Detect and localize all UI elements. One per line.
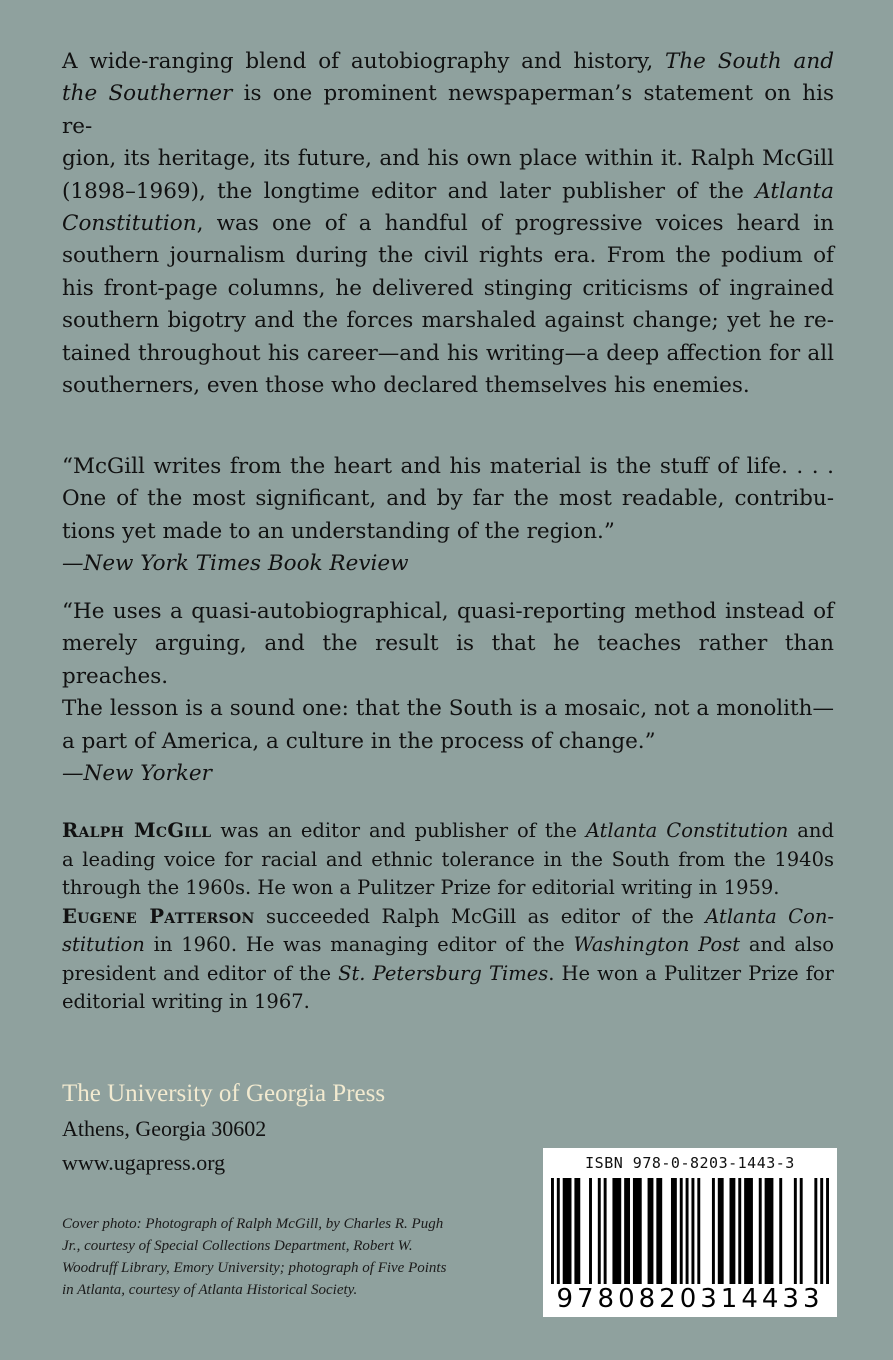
- review-quote-new-yorker: [62, 596, 834, 790]
- blurb-text: A wide-ranging blend of autobiography and history,: [62, 49, 665, 74]
- publisher-address: [62, 1112, 266, 1180]
- newspaper-name: St. Petersburg Times: [338, 961, 549, 985]
- barcode-bar: [551, 1178, 554, 1288]
- publisher-city: Athens, Georgia 30602: [62, 1116, 267, 1141]
- barcode-bar: [574, 1178, 580, 1288]
- isbn-label: ISBN 978-0-8203-1443-3: [585, 1154, 795, 1172]
- book-title-part1: The South and: [665, 49, 834, 74]
- blurb-line-7: his front-page columns, he delivered stinging criticisms of ingrained: [62, 275, 834, 301]
- credit-line: Woodruff Library, Emory University; photograph of Five Points: [62, 1260, 447, 1276]
- barcode-bar: [800, 1178, 803, 1288]
- newspaper-name-part1: Atlanta: [755, 178, 834, 204]
- newspaper-name: Atlanta Con-: [705, 904, 834, 928]
- barcode-bar: [697, 1178, 700, 1288]
- bio-text: in 1960. He was managing editor of the: [144, 933, 574, 956]
- barcode-bar: [826, 1178, 829, 1288]
- barcode-bar: [712, 1178, 715, 1288]
- newspaper-name-part2: Constitution: [62, 211, 197, 237]
- review2-line-2: merely arguing, and the result is that he teaches rather than preaches.: [62, 631, 834, 689]
- credit-line: in Atlanta, courtesy of Atlanta Historical Society.: [62, 1282, 358, 1298]
- ean-digits: 9780820314433: [543, 1284, 837, 1314]
- author-name-patterson: Eugene Patterson: [62, 904, 255, 928]
- bio-text: and also: [740, 933, 834, 956]
- barcode-bar: [589, 1178, 592, 1288]
- review2-line-3: The lesson is a sound one: that the South is a mosaic, not a monolith—: [62, 696, 834, 722]
- blurb-line-8: southern bigotry and the forces marshaled against change; yet he re-: [62, 308, 834, 334]
- barcode-bar: [624, 1178, 630, 1288]
- newspaper-name: stitution: [62, 933, 145, 956]
- bio-text: . He won a Pulitzer Prize for: [548, 961, 834, 985]
- credit-line: Jr., courtesy of Special Collections Department, Robert W.: [62, 1238, 413, 1254]
- blurb-text: , was one of a handful of progressive voices heard in: [196, 211, 834, 237]
- bio-line-4: [62, 903, 834, 932]
- barcode-bar: [820, 1178, 823, 1288]
- barcode-bar: [779, 1178, 782, 1288]
- blurb-line-9: tained throughout his career—and his writing—a deep affection for all: [62, 340, 834, 366]
- blurb-text: is one prominent newspaperman’s statement on his re-: [62, 81, 834, 139]
- bio-text: succeeded Ralph McGill as editor of the: [254, 904, 706, 928]
- barcode-bars: [551, 1178, 829, 1288]
- author-name-mcgill: Ralph McGill: [62, 819, 212, 842]
- review2-line-4: a part of America, a culture in the process of change.”: [62, 728, 656, 754]
- review1-line-3: tions yet made to an understanding of the region.”: [62, 518, 615, 544]
- bio-line-3: through the 1960s. He won a Pulitzer Prize for editorial writing in 1959.: [62, 876, 780, 899]
- blurb-line-5: [62, 208, 834, 240]
- blurb-text: (1898–1969), the longtime editor and later publisher of the: [62, 178, 756, 204]
- barcode-bar: [691, 1178, 694, 1288]
- barcode-bar: [744, 1178, 753, 1288]
- barcode-bar: [759, 1178, 762, 1288]
- newspaper-name: Atlanta Constitution: [585, 819, 789, 842]
- barcode-bar: [557, 1178, 560, 1288]
- bio-text: was an editor and publisher of the: [211, 819, 586, 842]
- blurb-line-1: [62, 46, 834, 78]
- book-description: [62, 46, 834, 402]
- bio-line-2: a leading voice for racial and ethnic tolerance in the South from the 1940s: [62, 847, 834, 871]
- review1-line-1: “McGill writes from the heart and his material is the stuff of life. . . .: [62, 454, 834, 479]
- isbn-barcode: [543, 1148, 837, 1317]
- barcode-bar: [612, 1178, 621, 1288]
- barcode-bar: [680, 1178, 683, 1288]
- barcode-bar: [656, 1178, 662, 1288]
- barcode-bar: [814, 1178, 817, 1288]
- barcode-bar: [648, 1178, 654, 1288]
- bio-text: and: [788, 819, 834, 842]
- blurb-line-6: southern journalism during the civil rights era. From the podium of: [62, 243, 834, 269]
- barcode-bar: [730, 1178, 736, 1288]
- author-bios: [62, 817, 834, 1017]
- barcode-bar: [563, 1178, 572, 1288]
- bio-text: president and editor of the: [62, 961, 339, 985]
- review-quote-nytbr: [62, 451, 834, 581]
- blurb-line-10: southerners, even those who declared themselves his enemies.: [62, 373, 750, 399]
- bio-line-5: [62, 931, 834, 960]
- barcode-bar: [718, 1178, 724, 1288]
- blurb-line-4: [62, 176, 834, 208]
- barcode-bar: [633, 1178, 642, 1288]
- publisher-website: www.ugapress.org: [62, 1150, 226, 1175]
- barcode-bar: [794, 1178, 797, 1288]
- publisher-name: The University of Georgia Press: [62, 1080, 386, 1107]
- barcode-bar: [765, 1178, 774, 1288]
- barcode-bar: [686, 1178, 689, 1288]
- cover-photo-credit: [62, 1213, 482, 1301]
- bio-line-1: [62, 817, 834, 846]
- barcode-bar: [598, 1178, 601, 1288]
- bio-line-6: [62, 960, 834, 989]
- bio-line-7: editorial writing in 1967.: [62, 990, 310, 1013]
- review1-line-2: One of the most significant, and by far the most readable, contribu-: [62, 486, 834, 512]
- review1-attribution: —New York Times Book Review: [62, 551, 409, 577]
- blurb-line-2: [62, 78, 834, 143]
- credit-line: Cover photo: Photograph of Ralph McGill, by Charles R. Pugh: [62, 1216, 444, 1232]
- barcode-bar: [738, 1178, 741, 1288]
- blurb-line-3: gion, its heritage, its future, and his own place within it. Ralph McGill: [62, 146, 834, 172]
- review2-line-1: “He uses a quasi-autobiographical, quasi-reporting method instead of: [62, 599, 834, 624]
- barcode-bar: [604, 1178, 607, 1288]
- barcode-bar: [671, 1178, 677, 1288]
- review2-attribution: —New Yorker: [62, 761, 212, 787]
- book-title-part2: the Southerner: [62, 81, 233, 107]
- newspaper-name: Washington Post: [573, 933, 741, 956]
